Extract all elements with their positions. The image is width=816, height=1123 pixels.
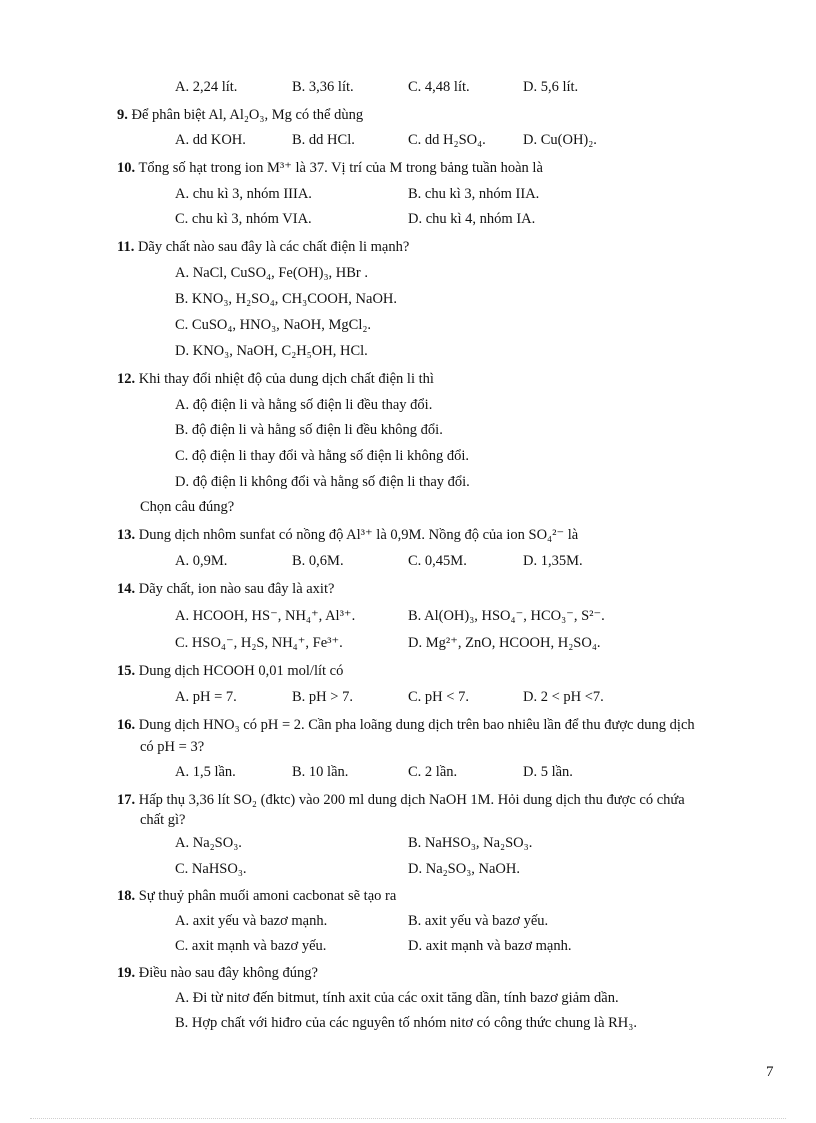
q18-option-b: B. axit yếu và bazơ yếu.: [408, 913, 549, 929]
q17-number: 17.: [117, 792, 136, 808]
q9-option-b: B. dd HCl.: [292, 132, 355, 148]
q16-text-cont: có pH = 3?: [140, 739, 205, 755]
q15-option-c: C. pH < 7.: [408, 689, 469, 705]
q17-option-b: B. NaHSO₃, Na₂SO₃.: [408, 835, 533, 851]
q10-options-row1: [0, 185, 816, 203]
q10-option-a: A. chu kì 3, nhóm IIIA.: [175, 186, 312, 202]
q13-option-c: C. 0,45M.: [408, 553, 467, 569]
q19-option-b: B. Hợp chất với hiđro của các nguyên tố nhóm nitơ có công thức chung là RH₃.: [175, 1015, 637, 1031]
q10-text: Tổng số hạt trong ion M³⁺ là 37. Vị trí của M trong bảng tuần hoàn là: [138, 160, 543, 176]
q11-option-d: D. KNO₃, NaOH, C₂H₅OH, HCl.: [175, 343, 368, 359]
q15-stem: [0, 662, 816, 680]
q9-option-c: C. dd H₂SO₄.: [408, 132, 486, 148]
q13-number: 13.: [117, 527, 136, 543]
q9-number: 9.: [117, 107, 128, 123]
q14-option-a: A. HCOOH, HS⁻, NH₄⁺, Al³⁺.: [175, 608, 356, 624]
q16-stem: [0, 716, 816, 734]
q11-option-a: A. NaCl, CuSO₄, Fe(OH)₃, HBr .: [175, 265, 368, 281]
q11-option-c-row: [0, 316, 816, 334]
q9-options: [0, 131, 816, 149]
q14-option-d: D. Mg²⁺, ZnO, HCOOH, H₂SO₄.: [408, 635, 601, 651]
q9-option-a: A. dd KOH.: [175, 132, 246, 148]
q19-stem: [0, 964, 816, 982]
q12-text: Khi thay đổi nhiệt độ của dung dịch chất điện li thì: [138, 371, 434, 387]
q12-option-b: B. độ điện li và hằng số điện li đều không đổi.: [175, 422, 443, 438]
q13-options: [0, 552, 816, 570]
q17-text-cont: chất gì?: [140, 812, 186, 828]
q10-option-b: B. chu kì 3, nhóm IIA.: [408, 186, 540, 202]
q11-text: Dãy chất nào sau đây là các chất điện li mạnh?: [137, 239, 410, 255]
q10-option-c: C. chu kì 3, nhóm VIA.: [175, 211, 312, 227]
q12-tail-row: [0, 498, 816, 516]
q12-option-b-row: [0, 421, 816, 439]
q13-text: Dung dịch nhôm sunfat có nồng độ Al³⁺ là 0,9M. Nồng độ của ion SO₄²⁻ là: [138, 527, 579, 543]
q13-option-a: A. 0,9M.: [175, 553, 228, 569]
q14-number: 14.: [117, 581, 136, 597]
q11-number: 11.: [117, 239, 135, 255]
q11-stem: [0, 238, 816, 256]
q12-stem: [0, 370, 816, 388]
q17-stem: [0, 791, 816, 809]
page-bottom-divider: [30, 1118, 786, 1119]
q8-option-a: A. 2,24 lít.: [175, 79, 238, 95]
q12-tail: Chọn câu đúng?: [140, 499, 235, 515]
q10-number: 10.: [117, 160, 136, 176]
q11-option-a-row: [0, 264, 816, 282]
q14-options-row2: [0, 634, 816, 652]
q17-options-row2: [0, 860, 816, 878]
q18-option-a: A. axit yếu và bazơ mạnh.: [175, 913, 328, 929]
q14-option-c: C. HSO₄⁻, H₂S, NH₄⁺, Fe³⁺.: [175, 635, 343, 651]
q11-option-b-row: [0, 290, 816, 308]
page-number: 7: [766, 1064, 774, 1080]
q16-options: [0, 763, 816, 781]
q15-option-b: B. pH > 7.: [292, 689, 353, 705]
q14-text: Dãy chất, ion nào sau đây là axit?: [138, 581, 335, 597]
q15-number: 15.: [117, 663, 136, 679]
q8-options: [0, 78, 816, 96]
q16-stem-cont-row: [0, 738, 816, 756]
q11-option-c: C. CuSO₄, HNO₃, NaOH, MgCl₂.: [175, 317, 372, 333]
q12-option-c-row: [0, 447, 816, 465]
q12-option-a: A. độ điện li và hằng số điện li đều thay đổi.: [175, 397, 433, 413]
q18-number: 18.: [117, 888, 136, 904]
q17-option-a: A. Na₂SO₃.: [175, 835, 242, 851]
q12-option-a-row: [0, 396, 816, 414]
q13-option-d: D. 1,35M.: [523, 553, 583, 569]
q13-option-b: B. 0,6M.: [292, 553, 344, 569]
q9-stem: [0, 106, 816, 124]
q12-number: 12.: [117, 371, 136, 387]
q12-option-c: C. độ điện li thay đổi và hằng số điện li không đổi.: [175, 448, 470, 464]
q19-option-b-row: [0, 1014, 816, 1032]
q14-stem: [0, 580, 816, 598]
q19-number: 19.: [117, 965, 136, 981]
q14-option-b: B. Al(OH)₃, HSO₄⁻, HCO₃⁻, S²⁻.: [408, 608, 605, 624]
q14-options-row1: [0, 607, 816, 625]
q19-option-a-row: [0, 989, 816, 1007]
q18-option-c: C. axit mạnh và bazơ yếu.: [175, 938, 327, 954]
q16-option-d: D. 5 lần.: [523, 764, 573, 780]
q11-option-b: B. KNO₃, H₂SO₄, CH₃COOH, NaOH.: [175, 291, 398, 307]
q19-option-a: A. Đi từ nitơ đến bitmut, tính axit của các oxit tăng dần, tính bazơ giảm dần.: [175, 990, 619, 1006]
q16-option-c: C. 2 lần.: [408, 764, 458, 780]
q18-text: Sự thuỷ phân muối amoni cacbonat sẽ tạo ra: [138, 888, 397, 904]
q9-text: Để phân biệt Al, Al₂O₃, Mg có thể dùng: [131, 107, 364, 123]
q10-option-d: D. chu kì 4, nhóm IA.: [408, 211, 536, 227]
q15-option-d: D. 2 < pH <7.: [523, 689, 604, 705]
q8-option-c: C. 4,48 lít.: [408, 79, 470, 95]
q19-text: Điều nào sau đây không đúng?: [138, 965, 318, 981]
q17-option-c: C. NaHSO₃.: [175, 861, 247, 877]
q8-option-b: B. 3,36 lít.: [292, 79, 354, 95]
q18-options-row2: [0, 937, 816, 955]
q15-option-a: A. pH = 7.: [175, 689, 237, 705]
q10-options-row2: [0, 210, 816, 228]
q12-option-d: D. độ điện li không đổi và hằng số điện li thay đổi.: [175, 474, 470, 490]
q16-option-b: B. 10 lần.: [292, 764, 349, 780]
q17-stem-cont-row: [0, 811, 816, 829]
q15-options: [0, 688, 816, 706]
q17-option-d: D. Na₂SO₃, NaOH.: [408, 861, 520, 877]
q9-option-d: D. Cu(OH)₂.: [523, 132, 597, 148]
q17-text: Hấp thụ 3,36 lít SO₂ (đktc) vào 200 ml dung dịch NaOH 1M. Hỏi dung dịch thu được có chứa: [138, 792, 685, 808]
q15-text: Dung dịch HCOOH 0,01 mol/lít có: [138, 663, 344, 679]
q16-text: Dung dịch HNO₃ có pH = 2. Cần pha loãng dung dịch trên bao nhiêu lần để thu được dung dịch: [138, 717, 695, 733]
q10-stem: [0, 159, 816, 177]
q8-option-d: D. 5,6 lít.: [523, 79, 579, 95]
q18-options-row1: [0, 912, 816, 930]
q16-option-a: A. 1,5 lần.: [175, 764, 236, 780]
q13-stem: [0, 526, 816, 544]
q11-option-d-row: [0, 342, 816, 360]
q16-number: 16.: [117, 717, 136, 733]
q18-option-d: D. axit mạnh và bazơ mạnh.: [408, 938, 572, 954]
q12-option-d-row: [0, 473, 816, 491]
q17-options-row1: [0, 834, 816, 852]
q18-stem: [0, 887, 816, 905]
